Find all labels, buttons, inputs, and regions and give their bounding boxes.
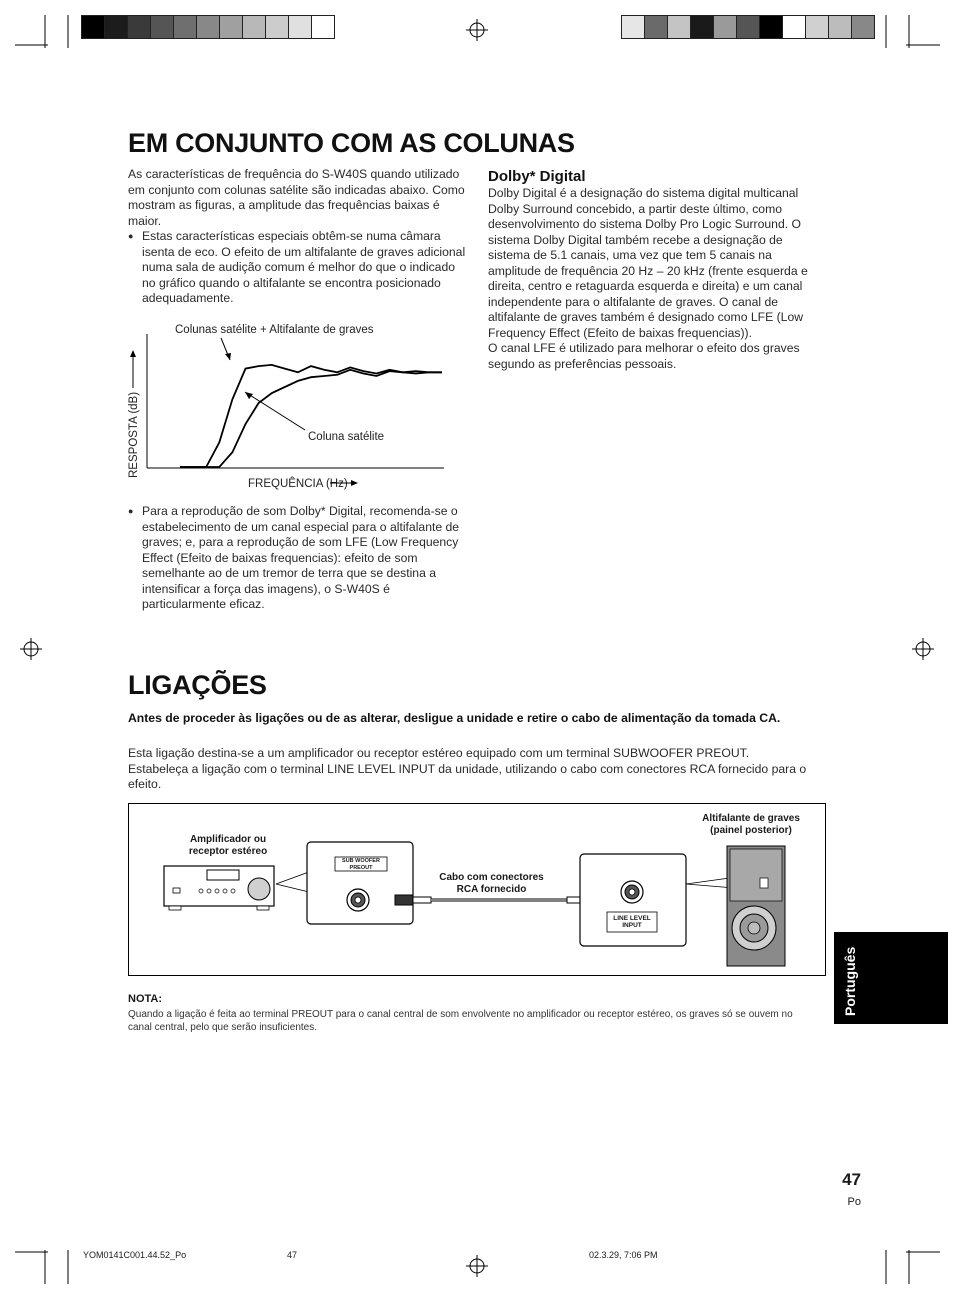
- color-bar-right-swatch-6: [759, 15, 783, 39]
- arrowhead-icon: [130, 350, 136, 357]
- color-bar-left-swatch-2: [127, 15, 151, 39]
- dolby-heading: Dolby* Digital: [488, 168, 586, 185]
- line-input-label-line-2: INPUT: [622, 922, 642, 929]
- color-bar-right-swatch-5: [736, 15, 760, 39]
- dolby-text-lfe: O canal LFE é utilizado para melhorar o efeito dos graves segundo as preferências pessoais.: [488, 341, 800, 371]
- description-line-1: Esta ligação destina-se a um amplificador ou receptor estéreo equipado com um terminal SUBWOOFER PREOUT.: [128, 746, 750, 760]
- cable-label-line-1: Cabo com conectores: [439, 872, 544, 883]
- cable-label-line-2: RCA fornecido: [456, 884, 527, 895]
- frequency-response-chart: [120, 318, 460, 498]
- bullet-text: Para a reprodução de som Dolby* Digital, recomenda-se o estabelecimento de um canal especial para o altifalante de graves; e, para a reprodução de som LFE (Low Frequency Effect (Efeito de baixas frequencias): efeito de som semelhante ao de um tremor de terra que se destina a intensificar a força das imagens), o S-W40S é particularmente eficaz.: [142, 504, 460, 611]
- warning-text: Antes de proceder às ligações ou de as alterar, desligue a unidade e retire o cabo de alimentação da tomada CA.: [128, 711, 781, 725]
- section-title-speakers: EM CONJUNTO COM AS COLUNAS: [128, 128, 575, 158]
- connection-diagram: [128, 803, 826, 976]
- registration-mark-bottom: [466, 1255, 488, 1277]
- curve-satellite: [180, 370, 442, 467]
- y-axis-label: RESPOSTA (dB): [128, 391, 140, 478]
- annotation-combined: Colunas satélite + Altifalante de graves: [175, 324, 374, 336]
- language-tab: [834, 932, 948, 1024]
- color-bar-right: [622, 15, 875, 39]
- note-heading: NOTA:: [128, 993, 163, 1005]
- bullet-text: Estas características especiais obtêm-se numa câmara isenta de eco. O efeito de um altifalante de graves adicional numa sala de audição comum é melhor do que o indicado no gráfico quando o altifalante se encontra posicionado adequadamente.: [142, 229, 466, 305]
- color-bar-right-swatch-10: [851, 15, 875, 39]
- amplifier-label-line-1: Amplificador ou: [189, 834, 267, 845]
- cable-label: [424, 872, 559, 896]
- color-bar-left-swatch-5: [196, 15, 220, 39]
- preout-label-line-1: SUB WOOFER: [342, 858, 380, 864]
- preout-terminal-panel: [307, 842, 413, 924]
- color-bar-right-swatch-4: [713, 15, 737, 39]
- color-bar-left-swatch-4: [173, 15, 197, 39]
- color-bar-right-swatch-2: [667, 15, 691, 39]
- footer-filename: YOM0141C001.44.52_Po: [83, 1250, 187, 1260]
- page-language-code: Po: [847, 1196, 861, 1208]
- color-bar-left-swatch-10: [311, 15, 335, 39]
- curve-satellite-plus-subwoofer: [180, 365, 442, 467]
- rca-cable: [395, 895, 603, 905]
- intro-paragraph: As características de frequência do S-W40S quando utilizado em conjunto com colunas satélite são indicadas abaixo. Como mostram as figuras, a amplitude das frequências baixas é maior.: [128, 167, 465, 228]
- color-bar-right-swatch-3: [690, 15, 714, 39]
- bullet-icon: ●: [128, 231, 134, 241]
- color-bar-left-swatch-8: [265, 15, 289, 39]
- line-input-panel: [580, 854, 686, 946]
- color-bar-left: [82, 15, 335, 39]
- registration-mark-right: [912, 638, 934, 660]
- dolby-text: Dolby Digital é a designação do sistema digital multicanal Dolby Surround concebido, a partir deste último, como desenvolvimento do sistema Dolby Pro Logic Surround. O sistema Dolby Digital também recebe a designação de sistema de 5.1 canais, uma vez que tem 5 canais na amplitude de frequência 20 Hz – 20 kHz (frente esquerda e direita, centro e retaguarda esquerda e direita) e um canal independente para o altifalante de graves. O canal de altifalante de graves também é designado como LFE (Low Frequency Effect (Efeito de baixas frequencias)).: [488, 186, 808, 340]
- subwoofer-icon: [727, 846, 785, 966]
- language-tab-label: Português: [842, 946, 858, 1016]
- footer-date: 02.3.29, 7:06 PM: [589, 1250, 658, 1260]
- subwoofer-label-line-2: (painel posterior): [710, 825, 792, 836]
- registration-mark-top: [466, 19, 488, 41]
- line-input-label-line-1: LINE LEVEL: [613, 915, 651, 922]
- color-bar-left-swatch-6: [219, 15, 243, 39]
- preout-label: [335, 858, 387, 871]
- line-input-label: [607, 915, 657, 929]
- annotation-satellite: Coluna satélite: [308, 431, 385, 443]
- bullet-item-dolby: [128, 504, 466, 613]
- color-bar-left-swatch-3: [150, 15, 174, 39]
- arrowhead-icon: [225, 353, 231, 360]
- section-title-connections: LIGAÇÕES: [128, 670, 267, 700]
- amplifier-label: [173, 834, 283, 858]
- color-bar-left-swatch-9: [288, 15, 312, 39]
- footer-page: 47: [287, 1250, 298, 1260]
- description-line-2: Estabeleça a ligação com o terminal LINE LEVEL INPUT da unidade, utilizando o cabo com conectores RCA fornecido para o efeito.: [128, 761, 807, 791]
- color-bar-right-swatch-8: [805, 15, 829, 39]
- color-bar-right-swatch-0: [621, 15, 645, 39]
- color-bar-left-swatch-0: [81, 15, 105, 39]
- bullet-item-anechoic: [128, 229, 466, 307]
- bullet-icon: ●: [128, 506, 134, 516]
- color-bar-left-swatch-1: [104, 15, 128, 39]
- subwoofer-label-line-1: Altifalante de graves: [702, 813, 800, 824]
- amplifier-label-line-2: receptor estéreo: [188, 846, 268, 857]
- note-text: Quando a ligação é feita ao terminal PREOUT para o canal central de som envolvente no amplificador ou receptor estéreo, os graves só se ouvem no canal central, pelo que serão insuficientes.: [128, 1009, 793, 1033]
- color-bar-left-swatch-7: [242, 15, 266, 39]
- arrowhead-icon: [245, 392, 253, 399]
- page-number: 47: [842, 1170, 861, 1189]
- color-bar-right-swatch-9: [828, 15, 852, 39]
- dolby-paragraph: [488, 186, 828, 372]
- connection-description: [128, 746, 828, 793]
- preout-label-line-2: PREOUT: [349, 864, 373, 871]
- x-axis-label: FREQUÊNCIA (Hz): [248, 478, 348, 490]
- registration-mark-left: [20, 638, 42, 660]
- color-bar-right-swatch-1: [644, 15, 668, 39]
- amplifier-icon: [164, 866, 274, 910]
- color-bar-right-swatch-7: [782, 15, 806, 39]
- arrowhead-icon: [351, 480, 358, 486]
- subwoofer-label: [681, 813, 821, 837]
